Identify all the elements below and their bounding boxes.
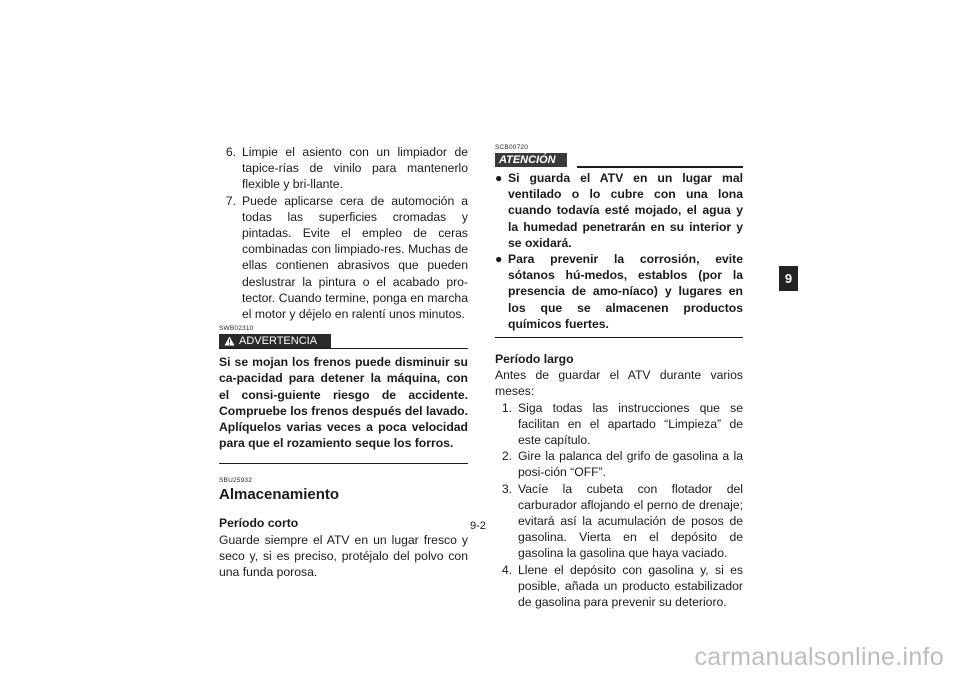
list-item (219, 144, 468, 193)
bullet-text: Si guarda el ATV en un lugar mal ventilado o lo cubre con una lona cuando todavía esté mojado, el agua y la humedad penetrarán en su interior y se oxidará. (508, 171, 743, 250)
warning-text: Si se mojan los frenos puede disminuir su ca-pacidad para detener la máquina, con el consi-guiente riesgo de accidente. Compruebe los frenos después del lavado. Aplíquelos varias veces a poca velocidad para que el rozamiento seque los forros. (219, 355, 468, 451)
bullet-icon: ● (495, 171, 503, 185)
list-item (495, 170, 743, 251)
step-number: 7. (225, 193, 236, 208)
divider (219, 348, 468, 349)
list-item (219, 193, 468, 323)
list-item (495, 562, 743, 611)
warning-code: SWB02310 (219, 325, 254, 333)
subsection-heading: Período corto (219, 516, 299, 531)
step-text: Limpie el asiento con un limpiador de tapice-rías de vinilo para mantenerlo flexible y bri-llante. (242, 145, 468, 192)
step-text: Vacíe la cubeta con flotador del carburador aflojando el perno de drenaje; evitará así la acumulación de posos de gasolina. Vierta en el depósito de gasolina la gasolina que haya vaciado. (518, 481, 743, 561)
divider (495, 337, 743, 338)
bullet-icon: ● (495, 252, 503, 267)
step-number: 1. (501, 400, 512, 415)
warning-triangle-icon (224, 336, 235, 346)
section-title: Almacenamiento (219, 486, 340, 504)
section-code: SBU25932 (219, 477, 253, 485)
paragraph: Antes de guardar el ATV durante varios meses: (495, 368, 743, 399)
attention-badge: ATENCIÓN (495, 153, 567, 167)
step-text: Puede aplicarse cera de automoción a todas las superficies cromadas y pintadas. Evite el empleo de ceras combinadas con limpiado-res. Muchas de ellas contienen abrasivos que pueden deslustrar la pintura o el acabado pro-tector. Cuando termine, ponga en marcha el motor y déjelo en ralentí unos minutos. (242, 193, 468, 322)
list-item (495, 481, 743, 562)
page-number: 9-2 (470, 520, 486, 532)
attention-code: SCB00720 (495, 144, 529, 151)
warning-badge (219, 334, 331, 348)
warning-header (219, 334, 468, 350)
chapter-tab: 9 (779, 266, 798, 291)
step-text: Gire la palanca del grifo de gasolina a la posi-ción “OFF”. (518, 449, 743, 480)
paragraph: Guarde siempre el ATV en un lugar fresco y seco y, si es preciso, protéjalo del polvo con una funda porosa. (219, 532, 468, 580)
warning-label: ADVERTENCIA (239, 335, 318, 348)
list-item (495, 448, 743, 480)
step-text: Siga todas las instrucciones que se facilitan en el apartado “Limpieza” de este capítulo. (518, 400, 743, 448)
step-number: 6. (225, 145, 236, 159)
step-number: 3. (501, 481, 512, 496)
list-item (495, 251, 743, 332)
step-number: 2. (501, 449, 512, 464)
divider (219, 463, 468, 464)
bullet-text: Para prevenir la corrosión, evite sótanos hú-medos, establos (por la presencia de amo-níaco) y lugares en los que se almacenen productos químicos fuertes. (508, 252, 743, 331)
list-item (495, 400, 743, 449)
step-number: 4. (501, 562, 512, 577)
attention-header (495, 153, 743, 168)
watermark: carmanualsonline.info (694, 643, 944, 671)
divider (577, 166, 743, 168)
left-column (219, 144, 468, 580)
right-column (495, 144, 743, 610)
subsection-heading: Período largo (495, 352, 574, 367)
step-text: Llene el depósito con gasolina y, si es posible, añada un producto estabilizador de gasolina para prevenir su deterioro. (518, 562, 743, 610)
